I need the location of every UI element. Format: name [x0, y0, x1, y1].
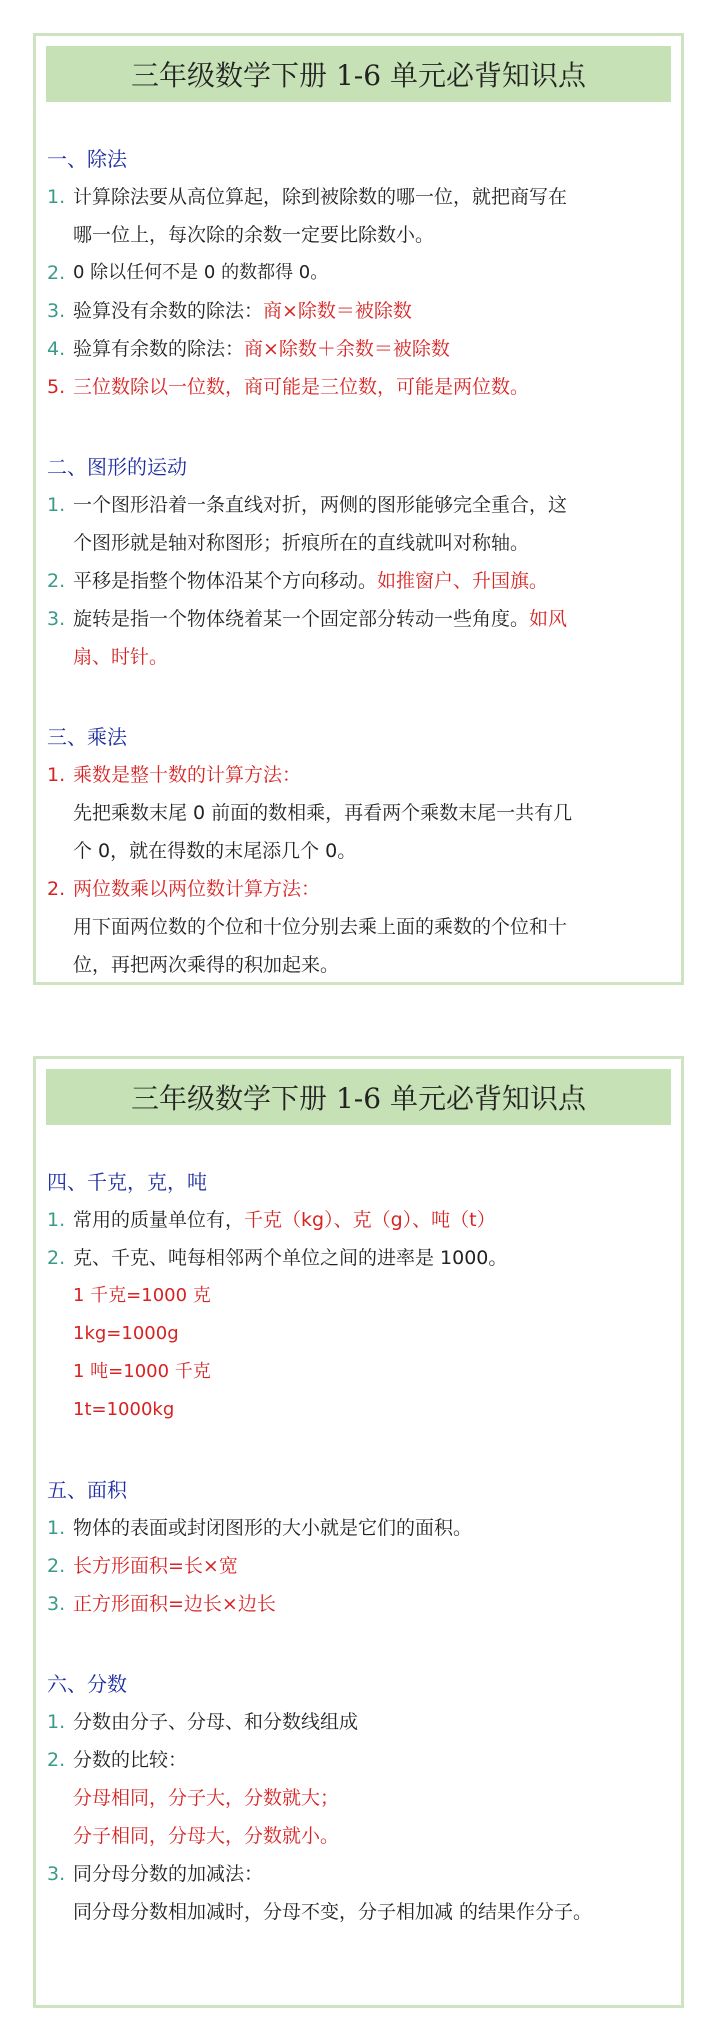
card-title: 三年级数学下册 1-6 单元必背知识点: [46, 46, 671, 102]
list-item: 2. 两位数乘以两位数计算方法： 用下面两位数的个位和十位分别去乘上面的乘数的个位和十 位，再把两次乘得的积加起来。: [47, 878, 568, 976]
list-item: 1. 计算除法要从高位算起，除到被除数的哪一位，就把商写在 哪一位上，每次除的余数一定要比除数小。: [47, 186, 568, 246]
list-item: 2. 克、千克、吨每相邻两个单位之间的进率是 1000。 1 千克=1000 克 1kg=1000g 1 吨=1000 千克 1t=1000kg: [47, 1247, 508, 1420]
section-title: 一、除法: [47, 147, 127, 171]
section-title: 五、面积: [47, 1478, 127, 1502]
knowledge-card-1: [33, 33, 684, 985]
card-content: [36, 1163, 681, 1973]
section-title: 二、图形的运动: [47, 455, 187, 479]
list-item: 1. 分数由分子、分母、和分数线组成: [47, 1711, 359, 1733]
list-item: 1. 物体的表面或封闭图形的大小就是它们的面积。: [47, 1517, 473, 1539]
section-area: [36, 1471, 681, 1623]
section-title: 四、千克，克，吨: [47, 1170, 207, 1194]
list-item: 3. 旋转是指一个物体绕着某一个固定部分转动一些角度。如风 扇、时针。: [47, 608, 568, 668]
card-content: [36, 140, 681, 1026]
list-item: 2. 分数的比较： 分母相同，分子大，分数就大； 分子相同，分母大，分数就小。: [47, 1749, 340, 1847]
section-shape-motion: [36, 448, 681, 676]
section-mass-units: [36, 1163, 681, 1429]
card-title: 三年级数学下册 1-6 单元必背知识点: [46, 1069, 671, 1125]
list-item: 1. 一个图形沿着一条直线对折，两侧的图形能够完全重合，这 个图形就是轴对称图形；折痕所在的直线就叫对称轴。: [47, 494, 568, 554]
section-division: [36, 140, 681, 406]
list-item: 5. 三位数除以一位数，商可能是三位数，可能是两位数。: [47, 376, 530, 398]
list-item: 2. 长方形面积=长×宽: [47, 1555, 238, 1577]
list-item: 3. 验算没有余数的除法：商×除数＝被除数: [47, 300, 412, 322]
section-title: 六、分数: [47, 1672, 127, 1696]
list-item: 4. 验算有余数的除法：商×除数＋余数＝被除数: [47, 338, 450, 360]
list-item: 1. 乘数是整十数的计算方法： 先把乘数末尾 0 前面的数相乘，再看两个乘数末尾一共有几 个 0，就在得数的末尾添几个 0。: [47, 764, 573, 862]
section-fractions: [36, 1665, 681, 1931]
list-item: 3. 同分母分数的加减法： 同分母分数相加减时，分母不变，分子相加减 的结果作分子。: [47, 1863, 593, 1923]
list-item: 3. 正方形面积=边长×边长: [47, 1593, 276, 1615]
knowledge-card-2: [33, 1056, 684, 2008]
list-item: 2. 平移是指整个物体沿某个方向移动。如推窗户、升国旗。: [47, 570, 549, 592]
list-item: 2. 0 除以任何不是 0 的数都得 0。: [47, 262, 329, 284]
list-item: 1. 常用的质量单位有，千克（kg）、克（g）、吨（t）: [47, 1209, 496, 1231]
section-multiplication: [36, 718, 681, 984]
section-title: 三、乘法: [47, 725, 127, 749]
